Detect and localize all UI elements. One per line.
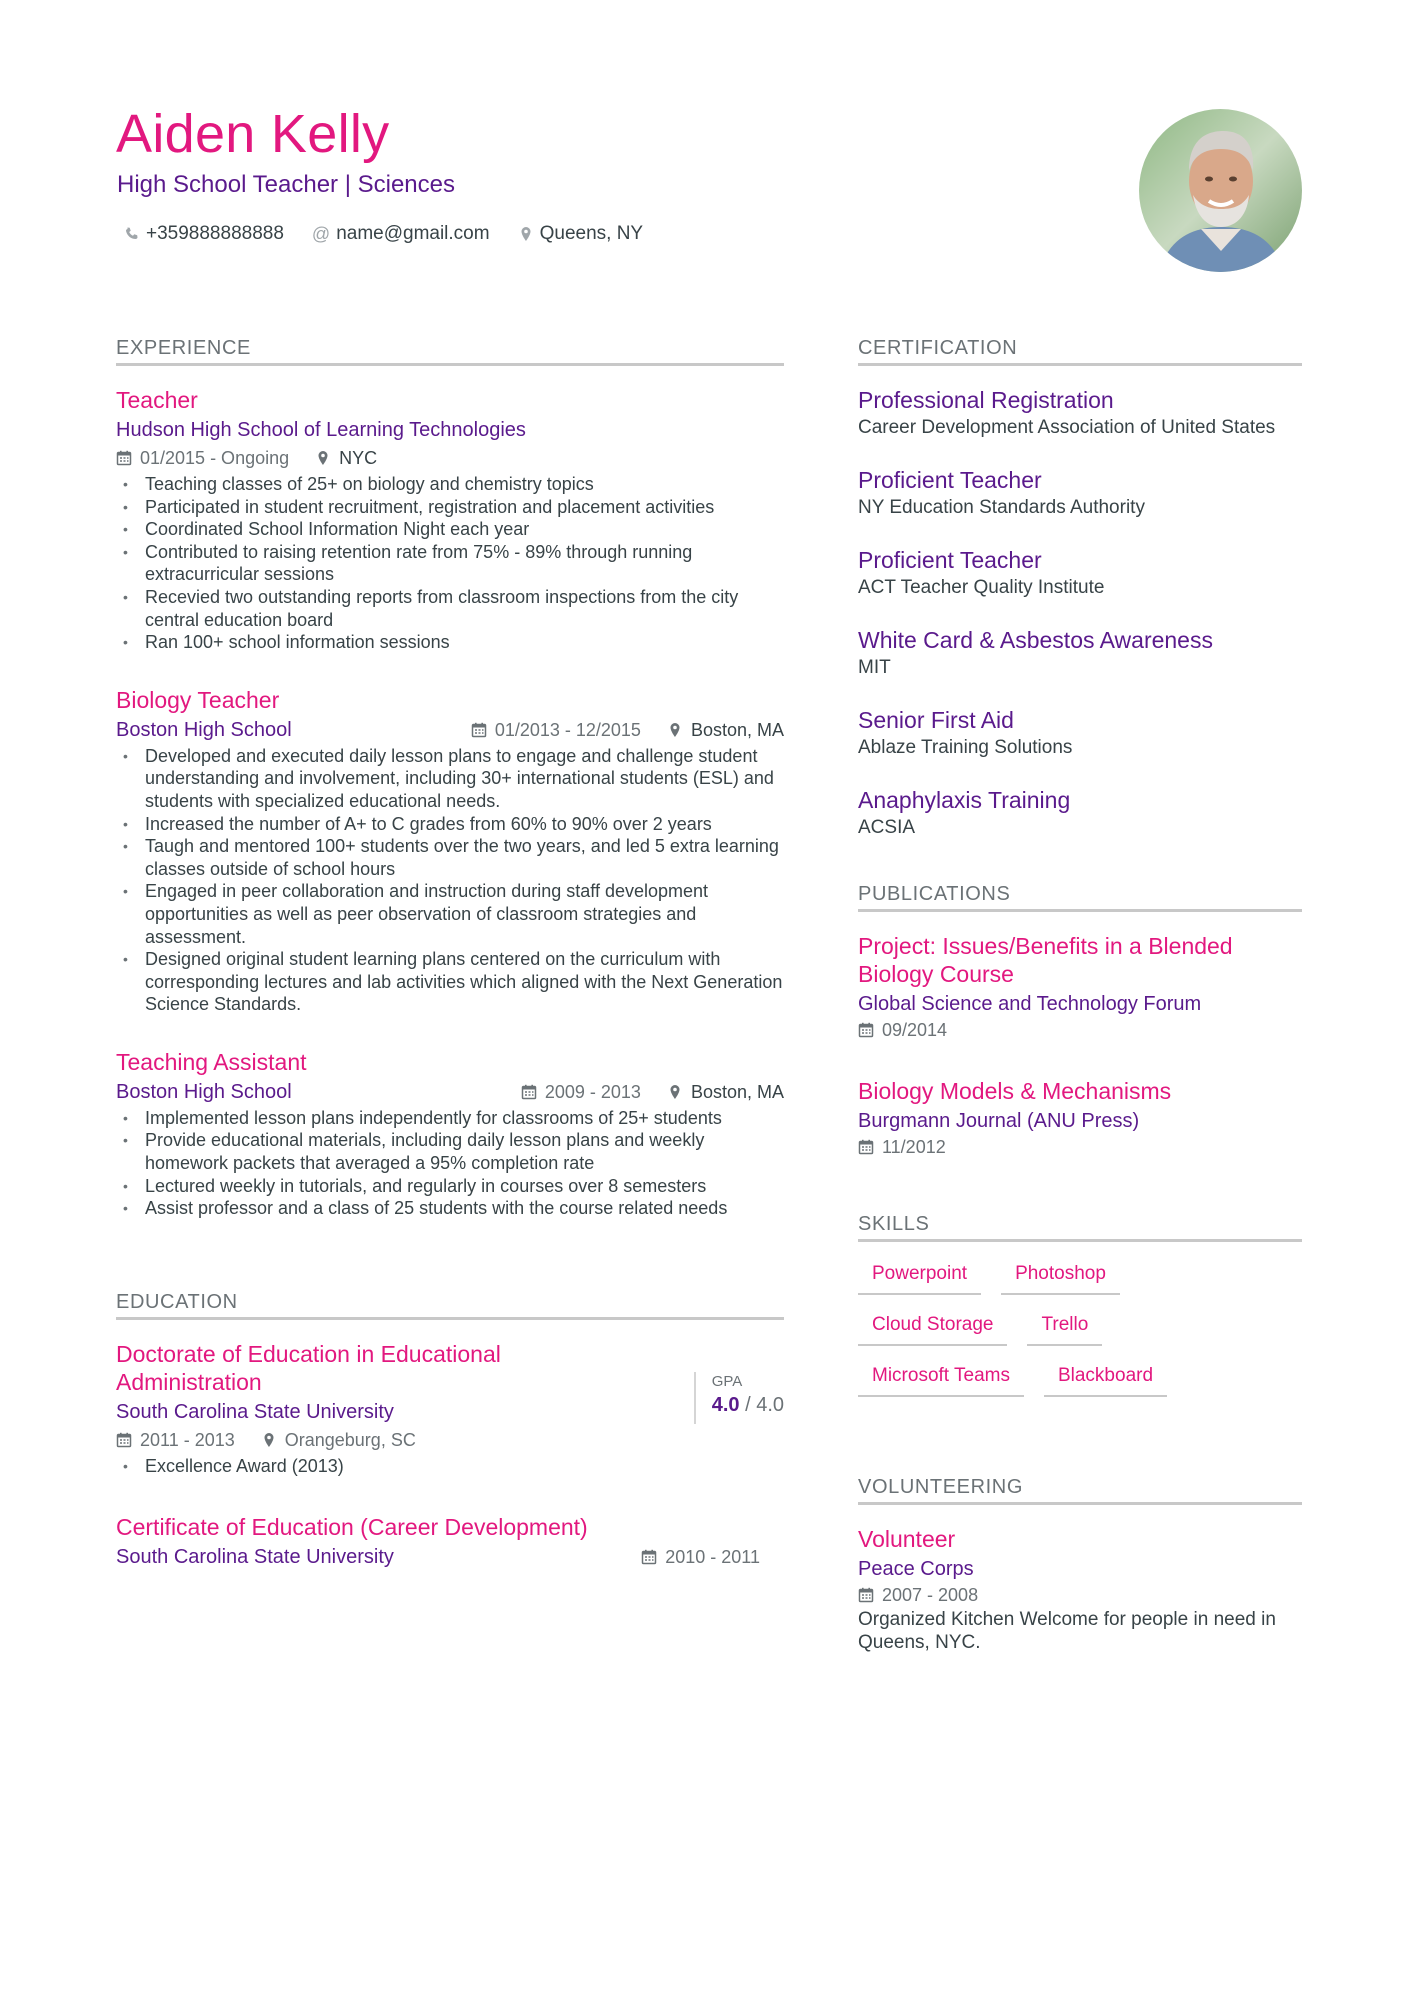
certification-item: Proficient Teacher ACT Teacher Quality Institute: [858, 547, 1105, 598]
job-location: NYC: [315, 445, 377, 471]
at-icon: @: [311, 224, 331, 244]
calendar-icon: [521, 1084, 537, 1100]
experience-heading: EXPERIENCE: [116, 336, 784, 366]
candidate-title: High School Teacher | Sciences: [117, 171, 455, 198]
experience-item: [116, 686, 784, 1016]
contact-phone[interactable]: [124, 221, 284, 247]
degree-title: Doctorate of Education in Educational Administration: [116, 1340, 501, 1395]
degree-title: Certificate of Education (Career Development): [116, 1514, 588, 1541]
list-item: • Provide educational materials, including daily lesson plans and weekly homework packets that averaged a 95% completion rate: [116, 1129, 784, 1174]
contact-bar: [124, 221, 643, 247]
certification-item: Anaphylaxis Training ACSIA: [858, 787, 1071, 838]
skills-list: [858, 1262, 1218, 1397]
calendar-icon: [858, 1587, 874, 1603]
skill-tag: Blackboard: [1044, 1364, 1167, 1397]
job-role: Biology Teacher: [116, 686, 280, 713]
job-role: Teacher: [116, 387, 198, 413]
skill-tag: Microsoft Teams: [858, 1364, 1024, 1397]
calendar-icon: [471, 722, 487, 738]
job-dates: 2009 - 2013: [521, 1079, 641, 1105]
list-item: • Developed and executed daily lesson plans to engage and challenge student understanding and involvement, including 30+ international students (ESL) and students with specialized educational needs.: [116, 745, 784, 813]
certification-item: Professional Registration Career Development Association of United States: [858, 387, 1276, 438]
job-dates: 01/2013 - 12/2015: [471, 717, 641, 743]
profile-photo: [1139, 109, 1302, 272]
phone-icon: [124, 226, 140, 242]
location-text: Queens, NY: [539, 223, 644, 244]
list-item: • Recevied two outstanding reports from classroom inspections from the city central education board: [116, 586, 784, 631]
list-item: • Coordinated School Information Night each year: [116, 518, 784, 541]
right-column: [858, 336, 1302, 1654]
list-item: • Implemented lesson plans independently for classrooms of 25+ students: [116, 1107, 784, 1130]
job-bullets: [116, 1107, 784, 1220]
skill-tag: Photoshop: [1001, 1262, 1120, 1295]
experience-item: [116, 1048, 784, 1220]
job-org: Boston High School: [116, 718, 292, 741]
education-heading: EDUCATION: [116, 1290, 784, 1320]
certification-heading: CERTIFICATION: [858, 336, 1302, 366]
job-dates: 01/2015 - Ongoing: [116, 445, 289, 471]
map-pin-icon: [261, 1432, 277, 1448]
list-item: • Participated in student recruitment, registration and placement activities: [116, 496, 784, 519]
list-item: • Engaged in peer collaboration and instruction during staff development opportunities as well as peer observation of classroom strategies and assessment.: [116, 880, 784, 948]
list-item: • Lectured weekly in tutorials, and regularly in courses over 8 semesters: [116, 1175, 784, 1198]
job-org: Boston High School: [116, 1080, 292, 1103]
job-bullets: [116, 473, 784, 654]
left-column: [116, 336, 784, 1570]
edu-dates: 2010 - 2011: [641, 1547, 760, 1568]
list-item: • Assist professor and a class of 25 students with the course related needs: [116, 1197, 784, 1220]
certification-list: [858, 386, 1302, 840]
calendar-icon: [116, 450, 132, 466]
list-item: • Ran 100+ school information sessions: [116, 631, 784, 654]
calendar-icon: [116, 1432, 132, 1448]
volunteering-description: Organized Kitchen Welcome for people in need in Queens, NYC.: [858, 1609, 1276, 1653]
edu-bullets: [116, 1455, 784, 1478]
job-location: Boston, MA: [667, 717, 784, 743]
education-item: [116, 1513, 784, 1570]
publication-item: Project: Issues/Benefits in a Blended Biology Course Global Science and Technology Forum 09/2014: [858, 933, 1233, 1040]
skills-heading: SKILLS: [858, 1212, 1302, 1242]
skill-tag: Powerpoint: [858, 1262, 981, 1295]
experience-item: [116, 386, 784, 654]
map-pin-icon: [667, 722, 683, 738]
list-item: • Increased the number of A+ to C grades from 60% to 90% over 2 years: [116, 813, 784, 836]
list-item: • Teaching classes of 25+ on biology and chemistry topics: [116, 473, 784, 496]
gpa-box: [694, 1372, 784, 1424]
map-pin-icon: [518, 226, 534, 242]
publication-item: Biology Models & Mechanisms Burgmann Journal (ANU Press) 11/2012: [858, 1078, 1172, 1157]
gpa-value: 4.0 / 4.0: [711, 1393, 784, 1416]
map-pin-icon: [315, 450, 331, 466]
skill-tag: Trello: [1027, 1313, 1102, 1346]
publications-heading: PUBLICATIONS: [858, 882, 1302, 912]
job-bullets: [116, 745, 784, 1016]
volunteering-item: Volunteer Peace Corps 2007 - 2008 Organized Kitchen Welcome for people in need in Queens, NYC.: [858, 1525, 1302, 1654]
skill-tag: Cloud Storage: [858, 1313, 1007, 1346]
job-org: Hudson High School of Learning Technologies: [116, 419, 526, 441]
certification-item: Senior First Aid Ablaze Training Solutions: [858, 707, 1073, 758]
map-pin-icon: [667, 1084, 683, 1100]
list-item: • Taugh and mentored 100+ students over the two years, and led 5 extra learning classes outside of school hours: [116, 835, 784, 880]
list-item: • Contributed to raising retention rate from 75% - 89% through running extracurricular sessions: [116, 541, 784, 586]
edu-location: Orangeburg, SC: [261, 1427, 416, 1453]
school-name: South Carolina State University: [116, 1400, 394, 1423]
contact-email[interactable]: [312, 221, 490, 247]
phone-text: +359888888888: [146, 223, 284, 244]
calendar-icon: [641, 1549, 657, 1565]
list-item: • Excellence Award (2013): [116, 1455, 784, 1478]
calendar-icon: [858, 1022, 874, 1038]
candidate-name: Aiden Kelly: [116, 104, 390, 164]
gpa-label: GPA: [711, 1372, 743, 1390]
job-role: Teaching Assistant: [116, 1048, 307, 1075]
calendar-icon: [858, 1139, 874, 1155]
contact-location: [518, 221, 644, 247]
certification-item: White Card & Asbestos Awareness MIT: [858, 627, 1213, 678]
volunteering-heading: VOLUNTEERING: [858, 1475, 1302, 1505]
education-item: [116, 1340, 784, 1478]
job-location: Boston, MA: [667, 1079, 784, 1105]
certification-item: Proficient Teacher NY Education Standards Authority: [858, 467, 1145, 518]
school-name: South Carolina State University: [116, 1546, 394, 1569]
email-text: name@gmail.com: [336, 223, 490, 244]
edu-dates: 2011 - 2013: [116, 1427, 235, 1453]
list-item: • Designed original student learning plans centered on the curriculum with corresponding lectures and lab activities which aligned with the Next Generation Science Standards.: [116, 948, 784, 1016]
